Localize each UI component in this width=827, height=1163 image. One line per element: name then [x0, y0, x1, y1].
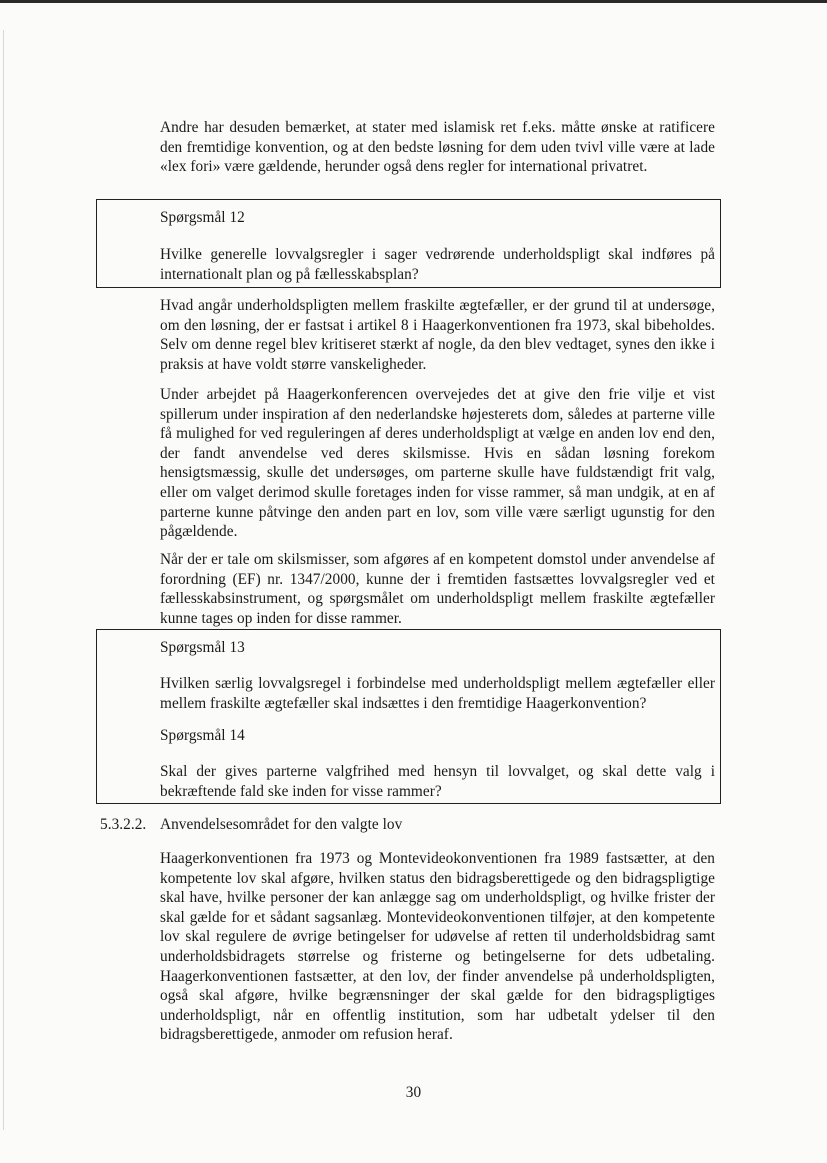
question-box-12	[96, 199, 721, 288]
intro-paragraph: Andre har desuden bemærket, at stater med islamisk ret f.eks. måtte ønske at ratificere den fremtidige konvention, og at den bedste løsning for dem uden tvivl ville være at lade «lex fori» være gældende, herunder også dens regler for international privatret.	[160, 119, 715, 176]
question-13-heading: Spørgsmål 13	[160, 639, 245, 656]
question-box-13-14	[96, 629, 721, 804]
paragraph-scope-of-law: Haagerkonventionen fra 1973 og Montevideokonventionen fra 1989 fastsætter, at den kompetente lov skal afgøre, hvilken status den bidragsberettigede og den bidragspligtige skal have, hvilke personer der kan anlægge sag om underholdspligt, og hvilke frister der skal gælde for et sådant sagsanlæg. Montevideokonventionen tilføjer, at den kompetente lov skal regulere de øvrige betingelser for udøvelse af retten til underholdsbidrag samt underholdsbidragets størrelse og fristerne og betingelserne for dets udbetaling. Haagerkonventionen fastsætter, at den lov, der finder anvendelse på underholdspligten, også skal afgøre, hvilke begrænsninger der skal gælde for den bidragspligtiges underholdspligt, når en offentlig institution, som har udbetalt ydelser til den bidragsberettigede, anmoder om refusion heraf.	[160, 850, 715, 1044]
paragraph-hague-conference: Under arbejdet på Haagerkonferencen overvejedes det at give den frie vilje et vist spillerum under inspiration af den nederlandske højesterets dom, således at parterne ville få mulighed for ved reguleringen af deres underholdspligt at vælge en anden lov end den, der fandt anvendelse ved deres skilsmisse. Hvis en sådan løsning forekom hensigtsmæssig, skulle det undersøges, om parterne skulle have fuldstændigt frit valg, eller om valget derimod skulle foretages inden for visse rammer, så man undgik, at en af parterne kunne påtvinge den anden part en lov, som ville være særligt ugunstig for den pågældende.	[160, 386, 715, 541]
section-title: Anvendelsesområdet for den valgte lov	[160, 816, 403, 833]
question-13-text: Hvilken særlig lovvalgsregel i forbindelse med underholdspligt mellem ægtefæller eller mellem fraskilte ægtefæller skal indsættes i den fremtidige Haagerkonvention?	[160, 675, 715, 712]
page-number: 30	[405, 1084, 422, 1101]
paragraph-divorced-spouses: Hvad angår underholdspligten mellem fraskilte ægtefæller, er der grund til at undersøge, om den løsning, der er fastsat i artikel 8 i Haagerkonventionen fra 1973, skal bibeholdes. Selv om denne regel blev kritiseret stærkt af nogle, da den blev vedtaget, synes den ikke i praksis at have voldt større vanskeligheder.	[160, 297, 715, 373]
question-12-heading: Spørgsmål 12	[160, 209, 245, 226]
paragraph-divorce-regulation: Når der er tale om skilsmisser, som afgøres af en kompetent domstol under anvendelse af forordning (EF) nr. 1347/2000, kunne der i fremtiden fastsættes lovvalgsregler ved et fællesskabsinstrument, og spørgsmålet om underholdspligt mellem fraskilte ægtefæller kunne tages op inden for disse rammer.	[160, 551, 715, 627]
section-number: 5.3.2.2.	[100, 816, 147, 833]
question-14-text: Skal der gives parterne valgfrihed med hensyn til lovvalget, og skal dette valg i bekræftende fald ske inden for visse rammer?	[160, 763, 715, 800]
question-12-text: Hvilke generelle lovvalgsregler i sager vedrørende underholdspligt skal indføres på internationalt plan og på fællesskabsplan?	[160, 246, 715, 283]
question-14-heading: Spørgsmål 14	[160, 727, 245, 744]
